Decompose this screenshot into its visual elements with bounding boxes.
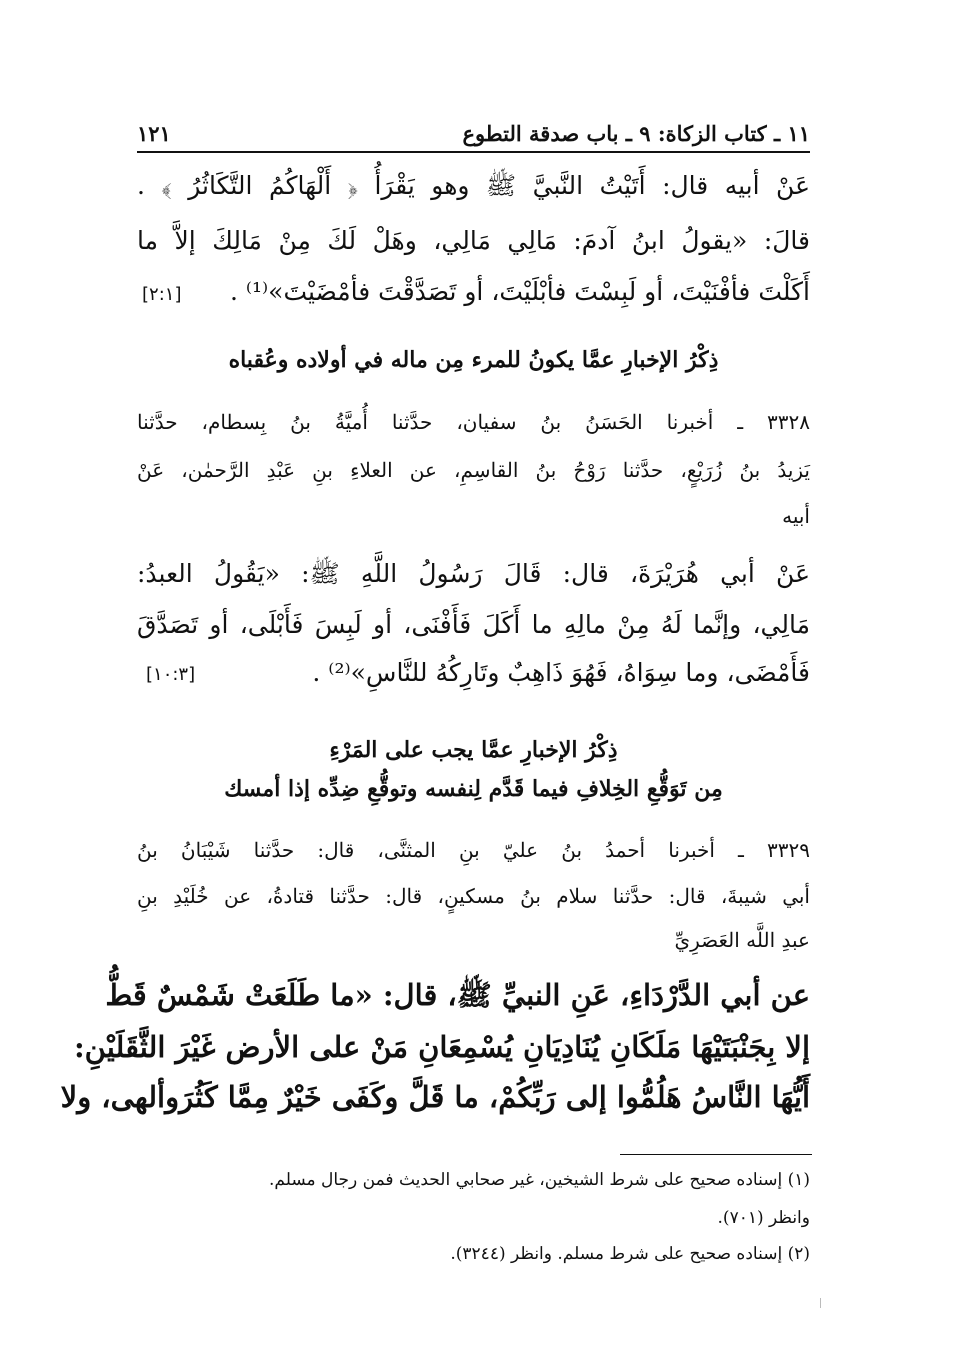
footnote-1: (١) إسناده صحيح على شرط الشيخين، غير صحابي الحديث فمن رجال مسلم. [268,1170,810,1190]
section2-isnad-line-1: ٣٣٢٩ ـ أخبرنا أحمدُ بنُ عليّ بنِ المثنَّى، قال: حدَّثنا شَيْبَانُ بنُ [137,838,810,862]
section2-text-line-2: إلا بِجَنْبَتَيْهَا مَلَكَانِ يُنَادِيَانِ يُسْمِعَانِ مَنْ على الأرض غَيْرَ الثَّقَلَيْنِ: [73,1030,810,1064]
section1-ref: [١٠:٣] [146,664,196,685]
running-title: ١١ ـ كتاب الزكاة: ٩ ـ باب صدقة التطوع [462,121,810,146]
header-rule [137,151,810,153]
section1-text-line-3: فَأَمْضَى، وما سِوَاهُ، فَهُوَ ذَاهِبٌ وتَارِكُهُ للنَّاسِ»⁽²⁾ . [312,658,810,687]
section2-heading-line-1: ذِكْرُ الإخبارِ عمَّا يجب على المَرْءِ [329,737,618,763]
hadith1-line-3: أَكَلْتَ فأفْنَيْتَ، أو لَبِسْتَ فأبْلَيْتَ، أو تَصَدَّقْتَ فأمْضَيْتَ»⁽¹⁾ . [229,277,810,306]
section2-heading-line-2: مِن تَوَقُّعِ الخِلافِ فيما قَدَّم لِنفسه وتوقُّعِ ضِدِّه إذا أمسك [224,776,723,802]
section1-isnad-line-2: يَزيدُ بنُ زُرَيْعٍ، حدَّثنا رَوْحُ بنُ القاسِمِ، عن العلاءِ بنِ عَبْدِ الرَّحمٰن، عَنْ [137,458,810,482]
section1-text-line-2: مَالِي، وإنَّما لَهُ مِنْ مالِهِ ما أَكَلَ فَأَفْنَى، أو لَبِسَ فَأَبْلَى، أو تَصَدَّقَ [137,610,810,639]
section1-heading: ذِكْرُ الإخبارِ عمَّا يكونُ للمرء مِن ماله في أولاده وعُقباه [228,347,719,373]
section1-isnad-line-3: أبيه [782,504,810,528]
footnote-2: (٢) إسناده صحيح على شرط مسلم. وانظر (٣٢٤٤). [450,1244,810,1264]
section2-isnad-line-2: أبي شيبةَ، قال: حدَّثنا سلام بنُ مسكينٍ، قال: حدَّثنا قتادةُ، عن خُلَيْدِ بنِ [137,884,810,908]
hadith1-line-2: قالَ: «يقولُ ابنُ آدمَ: مَالِي مَالِي، وهَلْ لَكَ مِنْ مَالِكَ إلاَّ ما [137,226,810,255]
margin-mark [820,1298,821,1308]
page-number: ١٢١ [137,121,171,146]
running-header [137,112,810,146]
hadith1-ref: [٢:١] [142,284,182,305]
section2-isnad-line-3: عبدِ اللَّه العَصَرِيِّ [674,928,810,952]
section2-text-line-3: أَيُّهَا النَّاسُ هَلُمُّوا إلى رَبِّكُمْ، ما قَلَّ وكَفَى خَيْرٌ مِمَّا كَثُرَوألهى، ولا [60,1080,810,1114]
hadith1-line-1: عَنْ أبيه قال: أَتَيْتُ النَّبيَّ ﷺ وهو يَقْرَأُ ﴿ أَلْهَاكُمُ التَّكَاثُرُ ﴾ . [137,171,810,200]
footnote-rule [620,1154,812,1155]
footnote-1-continuation: وانظر (٧٠١). [717,1208,810,1228]
section1-text-line-1: عَنْ أبي هُرَيْرَةَ، قال: قَالَ رَسُولُ اللَّهِ ﷺ: «يَقُولُ العبدُ: [137,559,810,588]
section2-text-line-1: عن أبي الدَّرْدَاءِ، عَنِ النبيِّ ﷺ، قال: «ما طَلَعَتْ شَمْسٌ قَطُّ [105,978,810,1012]
section1-isnad-line-1: ٣٣٢٨ ـ أخبرنا الحَسَنُ بنُ سفيان، حدَّثنا أُميَّةُ بنُ بِسطام، حدَّثنا [137,410,810,434]
